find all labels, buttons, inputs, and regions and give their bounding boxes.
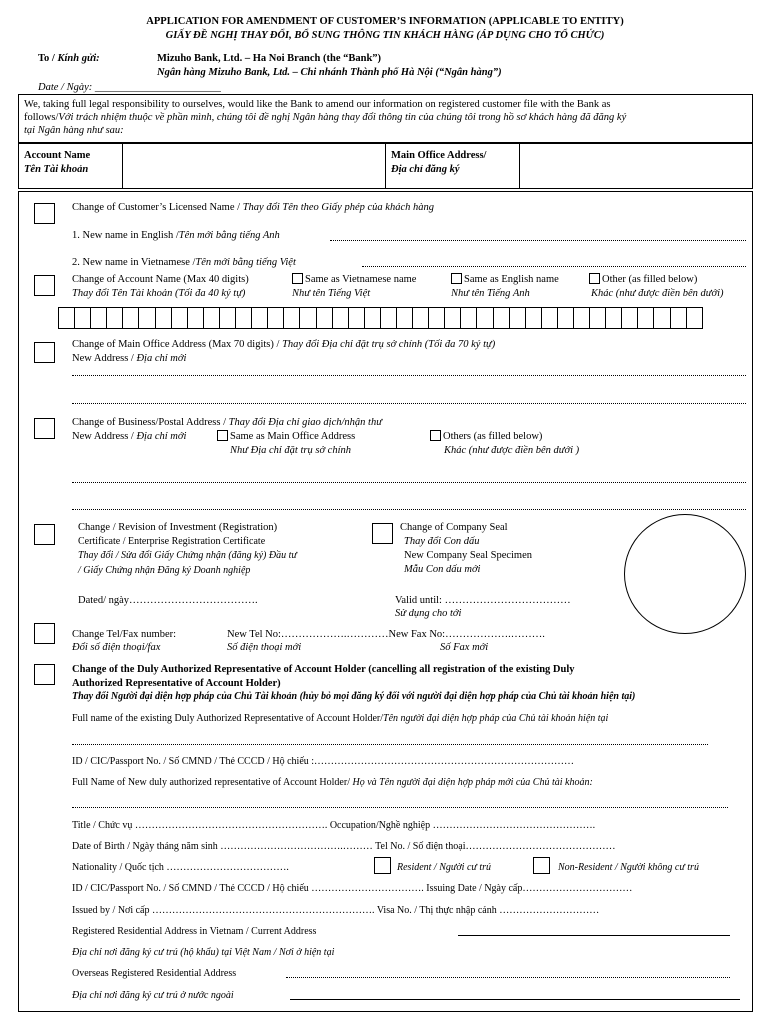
bank-name-vi: Ngân hàng Mizuho Bank, Ltd. – Chi nhánh Thành phố Hà Nội (“Ngân hàng”) <box>157 67 502 78</box>
account-name-checkbox[interactable] <box>34 275 55 296</box>
investment-cert-checkbox[interactable] <box>34 524 55 545</box>
licensed-name-checkbox[interactable] <box>34 203 55 224</box>
licensed-name-title: Change of Customer’s Licensed Name / Thay đổi Tên theo Giấy phép của khách hàng <box>72 202 434 213</box>
dated-field[interactable]: Dated/ ngày………………………………. <box>78 595 258 606</box>
new-rep-label: Full Name of New duly authorized representative of Account Holder/ Họ và Tên người đại diện hợp pháp mới của Chủ tài khoản: <box>72 777 593 788</box>
representative-title-vi: Thay đổi Người đại diện hợp pháp của Chủ Tài khoản (hủy bỏ mọi đăng ký đối với người đại diện hợp pháp của Chủ tài khoản hiện tại) <box>72 691 636 702</box>
issued-by-visa-field[interactable]: Issued by / Nơi cấp …………………………………………………………. Visa No. / Thị thực nhập cảnh ………………………… <box>72 905 600 916</box>
form-title-vi: GIẤY ĐỀ NGHỊ THAY ĐỔI, BỔ SUNG THÔNG TIN KHÁCH HÀNG (ÁP DỤNG CHO TỔ CHỨC) <box>165 30 605 41</box>
overseas-address-vi: Địa chỉ nơi đăng ký cư trú ở nước ngoài <box>72 990 234 1001</box>
company-seal-title-vi: Thay đổi Con dấu <box>404 536 480 547</box>
same-as-en-checkbox[interactable] <box>451 273 462 284</box>
same-as-main-option[interactable]: Same as Main Office Address <box>217 430 355 443</box>
same-as-main-checkbox[interactable] <box>217 430 228 441</box>
overseas-address-field-vi[interactable] <box>290 999 740 1000</box>
account-name-change-title-vi: Thay đổi Tên Tài khoản (Tối đa 40 ký tự) <box>72 288 246 299</box>
registered-address-vi: Địa chỉ nơi đăng ký cư trú (hộ khẩu) tại Việt Nam / Nơi ở hiện tại <box>72 947 335 958</box>
business-new-label: New Address / Địa chỉ mới <box>72 431 187 442</box>
account-name-change-title: Change of Account Name (Max 40 digits) <box>72 274 249 285</box>
overseas-address-label: Overseas Registered Residential Address <box>72 968 237 979</box>
business-address-line-1[interactable] <box>72 482 746 483</box>
divider <box>519 143 520 189</box>
company-seal-title: Change of Company Seal <box>400 522 508 533</box>
intro-line-2: follows/Với trách nhiệm thuộc về phần mình, chúng tôi đề nghị Ngân hàng thay đổi thông tin của chúng tôi trong hồ sơ khách hàng đã đăng ký <box>24 112 627 123</box>
registered-address-field[interactable] <box>458 935 730 936</box>
seal-specimen-circle[interactable] <box>624 514 746 634</box>
investment-cert-sub: Certificate / Enterprise Registration Certificate <box>78 536 266 547</box>
existing-id-field[interactable]: ID / CIC/Passport No. / Số CMND / Thẻ CCCD / Hộ chiếu :…………………………………………………………………… <box>72 756 575 767</box>
business-address-title: Change of Business/Postal Address / Thay đổi Địa chỉ giao dịch/nhận thư <box>72 417 382 428</box>
fax-vi: Số Fax mới <box>440 642 489 653</box>
others-checkbox[interactable] <box>430 430 441 441</box>
tel-fax-fields[interactable]: New Tel No:……………….…………New Fax No:……………….………. <box>227 629 545 640</box>
account-name-char-grid[interactable] <box>58 307 702 329</box>
valid-until-field[interactable]: Valid until: ……………………………… <box>395 595 571 606</box>
main-office-label: Main Office Address/ <box>391 150 487 161</box>
investment-cert-vi-1: Thay đổi / Sửa đổi Giấy Chứng nhận (đăng ký) Đầu tư <box>78 550 297 561</box>
nationality-field[interactable]: Nationality / Quốc tịch ………………………………. <box>72 862 289 873</box>
tel-fax-title: Change Tel/Fax number: <box>72 629 177 640</box>
existing-rep-field[interactable] <box>72 744 708 745</box>
divider <box>385 143 386 189</box>
resident-label: Resident / Người cư trú <box>397 862 492 873</box>
date-field[interactable]: Date / Ngày: ________________________ <box>38 82 221 93</box>
tel-fax-title-vi: Đổi số điện thoại/fax <box>72 642 161 653</box>
same-as-en-vi: Như tên Tiếng Anh <box>451 288 530 299</box>
main-office-line-1[interactable] <box>72 375 746 376</box>
investment-cert-vi-2: / Giấy Chứng nhận Đăng ký Doanh nghiệp <box>78 565 251 576</box>
investment-cert-title: Change / Revision of Investment (Registration) <box>78 522 278 533</box>
representative-title-2: Authorized Representative of Account Holder) <box>72 678 281 689</box>
account-name-field[interactable] <box>124 145 384 187</box>
intro-line-3: tại Ngân hàng như sau: <box>24 125 124 136</box>
other-option[interactable]: Other (as filled below) <box>589 273 697 286</box>
same-as-vn-option[interactable]: Same as Vietnamese name <box>292 273 416 286</box>
other-vi: Khác (như được điền bên dưới) <box>591 288 724 299</box>
main-office-field[interactable] <box>521 145 751 187</box>
same-as-en-option[interactable]: Same as English name <box>451 273 559 286</box>
valid-until-vi: Sử dụng cho tới <box>395 608 462 619</box>
form-title-en: APPLICATION FOR AMENDMENT OF CUSTOMER’S INFORMATION (APPLICABLE TO ENTITY) <box>146 16 624 27</box>
existing-rep-label: Full name of the existing Duly Authorized Representative of Account Holder/Tên người đại diện hợp pháp của Chủ tài khoản hiện tại <box>72 713 609 724</box>
seal-specimen-label: New Company Seal Specimen <box>404 550 533 561</box>
main-office-line-2[interactable] <box>72 403 746 404</box>
to-label: To / Kính gửi: <box>38 53 100 64</box>
same-as-main-vi: Như Địa chỉ đặt trụ sở chính <box>230 445 351 456</box>
id-issuing-date-field[interactable]: ID / CIC/Passport No. / Số CMND / Thẻ CCCD / Hộ chiếu ……………………………. Issuing Date / Ngày cấp…………………………… <box>72 883 633 894</box>
main-office-label-vi: Địa chỉ đăng ký <box>391 164 460 175</box>
dob-tel-field[interactable]: Date of Birth / Ngày tháng năm sinh ……………………………….……… Tel No. / Số điện thoại……………………………………… <box>72 841 616 852</box>
bank-name-en: Mizuho Bank, Ltd. – Ha Noi Branch (the “Bank”) <box>157 53 382 64</box>
other-checkbox[interactable] <box>589 273 600 284</box>
resident-checkbox[interactable] <box>374 857 391 874</box>
overseas-address-field[interactable] <box>286 977 730 978</box>
others-vi: Khác (như được điền bên dưới ) <box>444 445 580 456</box>
others-option[interactable]: Others (as filled below) <box>430 430 542 443</box>
company-seal-checkbox[interactable] <box>372 523 393 544</box>
divider <box>122 143 123 189</box>
account-name-label: Account Name <box>24 150 91 161</box>
tel-fax-checkbox[interactable] <box>34 623 55 644</box>
same-as-vn-vi: Như tên Tiếng Việt <box>292 288 371 299</box>
main-office-address-checkbox[interactable] <box>34 342 55 363</box>
representative-title-1: Change of the Duly Authorized Representative of Account Holder (cancelling all registration of the existing Duly <box>72 664 575 675</box>
new-name-en-field[interactable] <box>330 240 746 241</box>
new-name-vn-label: 2. New name in Vietnamese /Tên mới bằng tiếng Việt <box>72 257 296 268</box>
non-resident-checkbox[interactable] <box>533 857 550 874</box>
new-rep-field[interactable] <box>72 807 728 808</box>
new-name-vn-field[interactable] <box>362 266 746 267</box>
representative-checkbox[interactable] <box>34 664 55 685</box>
new-name-en-label: 1. New name in English /Tên mới bằng tiếng Anh <box>72 230 280 241</box>
seal-specimen-label-vi: Mẫu Con dấu mới <box>404 564 481 575</box>
intro-line-1: We, taking full legal responsibility to ourselves, would like the Bank to amend our information on registered customer file with the Bank as <box>24 99 611 110</box>
main-office-change-title: Change of Main Office Address (Max 70 digits) / Thay đổi Địa chỉ đặt trụ sở chính (Tối đa 70 ký tự) <box>72 339 496 350</box>
title-occupation-field[interactable]: Title / Chức vụ …………………………………………………. Occupation/Nghề nghiệp …………………………………………. <box>72 820 596 831</box>
business-address-checkbox[interactable] <box>34 418 55 439</box>
non-resident-label: Non-Resident / Người không cư trú <box>558 862 699 873</box>
tel-vi: Số điện thoại mới <box>227 642 302 653</box>
main-office-new-label: New Address / Địa chỉ mới <box>72 353 187 364</box>
business-address-line-2[interactable] <box>72 509 746 510</box>
same-as-vn-checkbox[interactable] <box>292 273 303 284</box>
account-name-label-vi: Tên Tài khoản <box>24 164 89 175</box>
registered-address-label: Registered Residential Address in Vietnam / Current Address <box>72 926 317 937</box>
